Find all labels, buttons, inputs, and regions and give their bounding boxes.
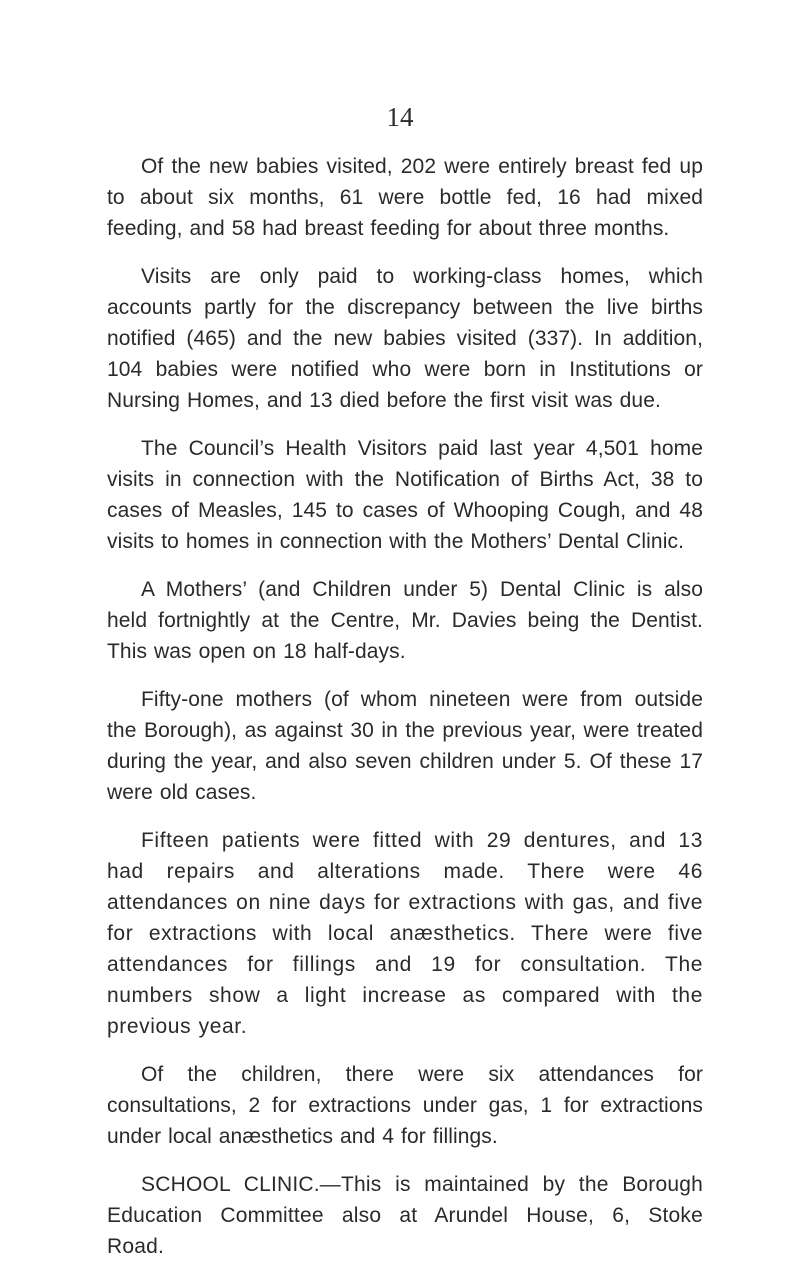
paragraph-dentures-extractions: Fifteen patients were fitted with 29 dentures, and 13 had repairs and alterations made. There were 46 attendances on nine days for extractions with gas, and five for extractions with local anæsthetics. There were five attendances for fillings and 19 for consultation. The numbers show a light increase as compared with the previous year. [107, 829, 703, 1038]
paragraph-school-clinic: SCHOOL CLINIC.—This is maintained by the Borough Education Committee also at Arundel House, 6, Stoke Road. [107, 1173, 703, 1258]
paragraph-working-class-visits: Visits are only paid to working-class homes, which accounts partly for the discrepancy between the live births notified (465) and the new babies visited (337). In addition, 104 babies were notified who were born in Institutions or Nursing Homes, and 13 died before the first visit was due. [107, 265, 703, 412]
document-body [107, 151, 703, 1262]
paragraph-children-attendances: Of the children, there were six attendances for consultations, 2 for extractions under gas, 1 for extractions under local anæsthetics and 4 for fillings. [107, 1063, 703, 1148]
page-number: 14 [386, 102, 414, 132]
paragraph-breast-feeding: Of the new babies visited, 202 were entirely breast fed up to about six months, 61 were bottle fed, 16 had mixed feeding, and 58 had breast feeding for about three months. [107, 155, 703, 240]
paragraph-health-visitors: The Council’s Health Visitors paid last year 4,501 home visits in connection with the Notification of Births Act, 38 to cases of Measles, 145 to cases of Whooping Cough, and 48 visits to homes in connection with the Mothers’ Dental Clinic. [107, 437, 703, 553]
paragraph-mothers-treated: Fifty-one mothers (of whom nineteen were from outside the Borough), as against 30 in the previous year, were treated during the year, and also seven children under 5. Of these 17 were old cases. [107, 688, 703, 804]
paragraph-dental-clinic: A Mothers’ (and Children under 5) Dental Clinic is also held fortnightly at the Centre, Mr. Davies being the Dentist. This was open on 18 half-days. [107, 578, 703, 663]
